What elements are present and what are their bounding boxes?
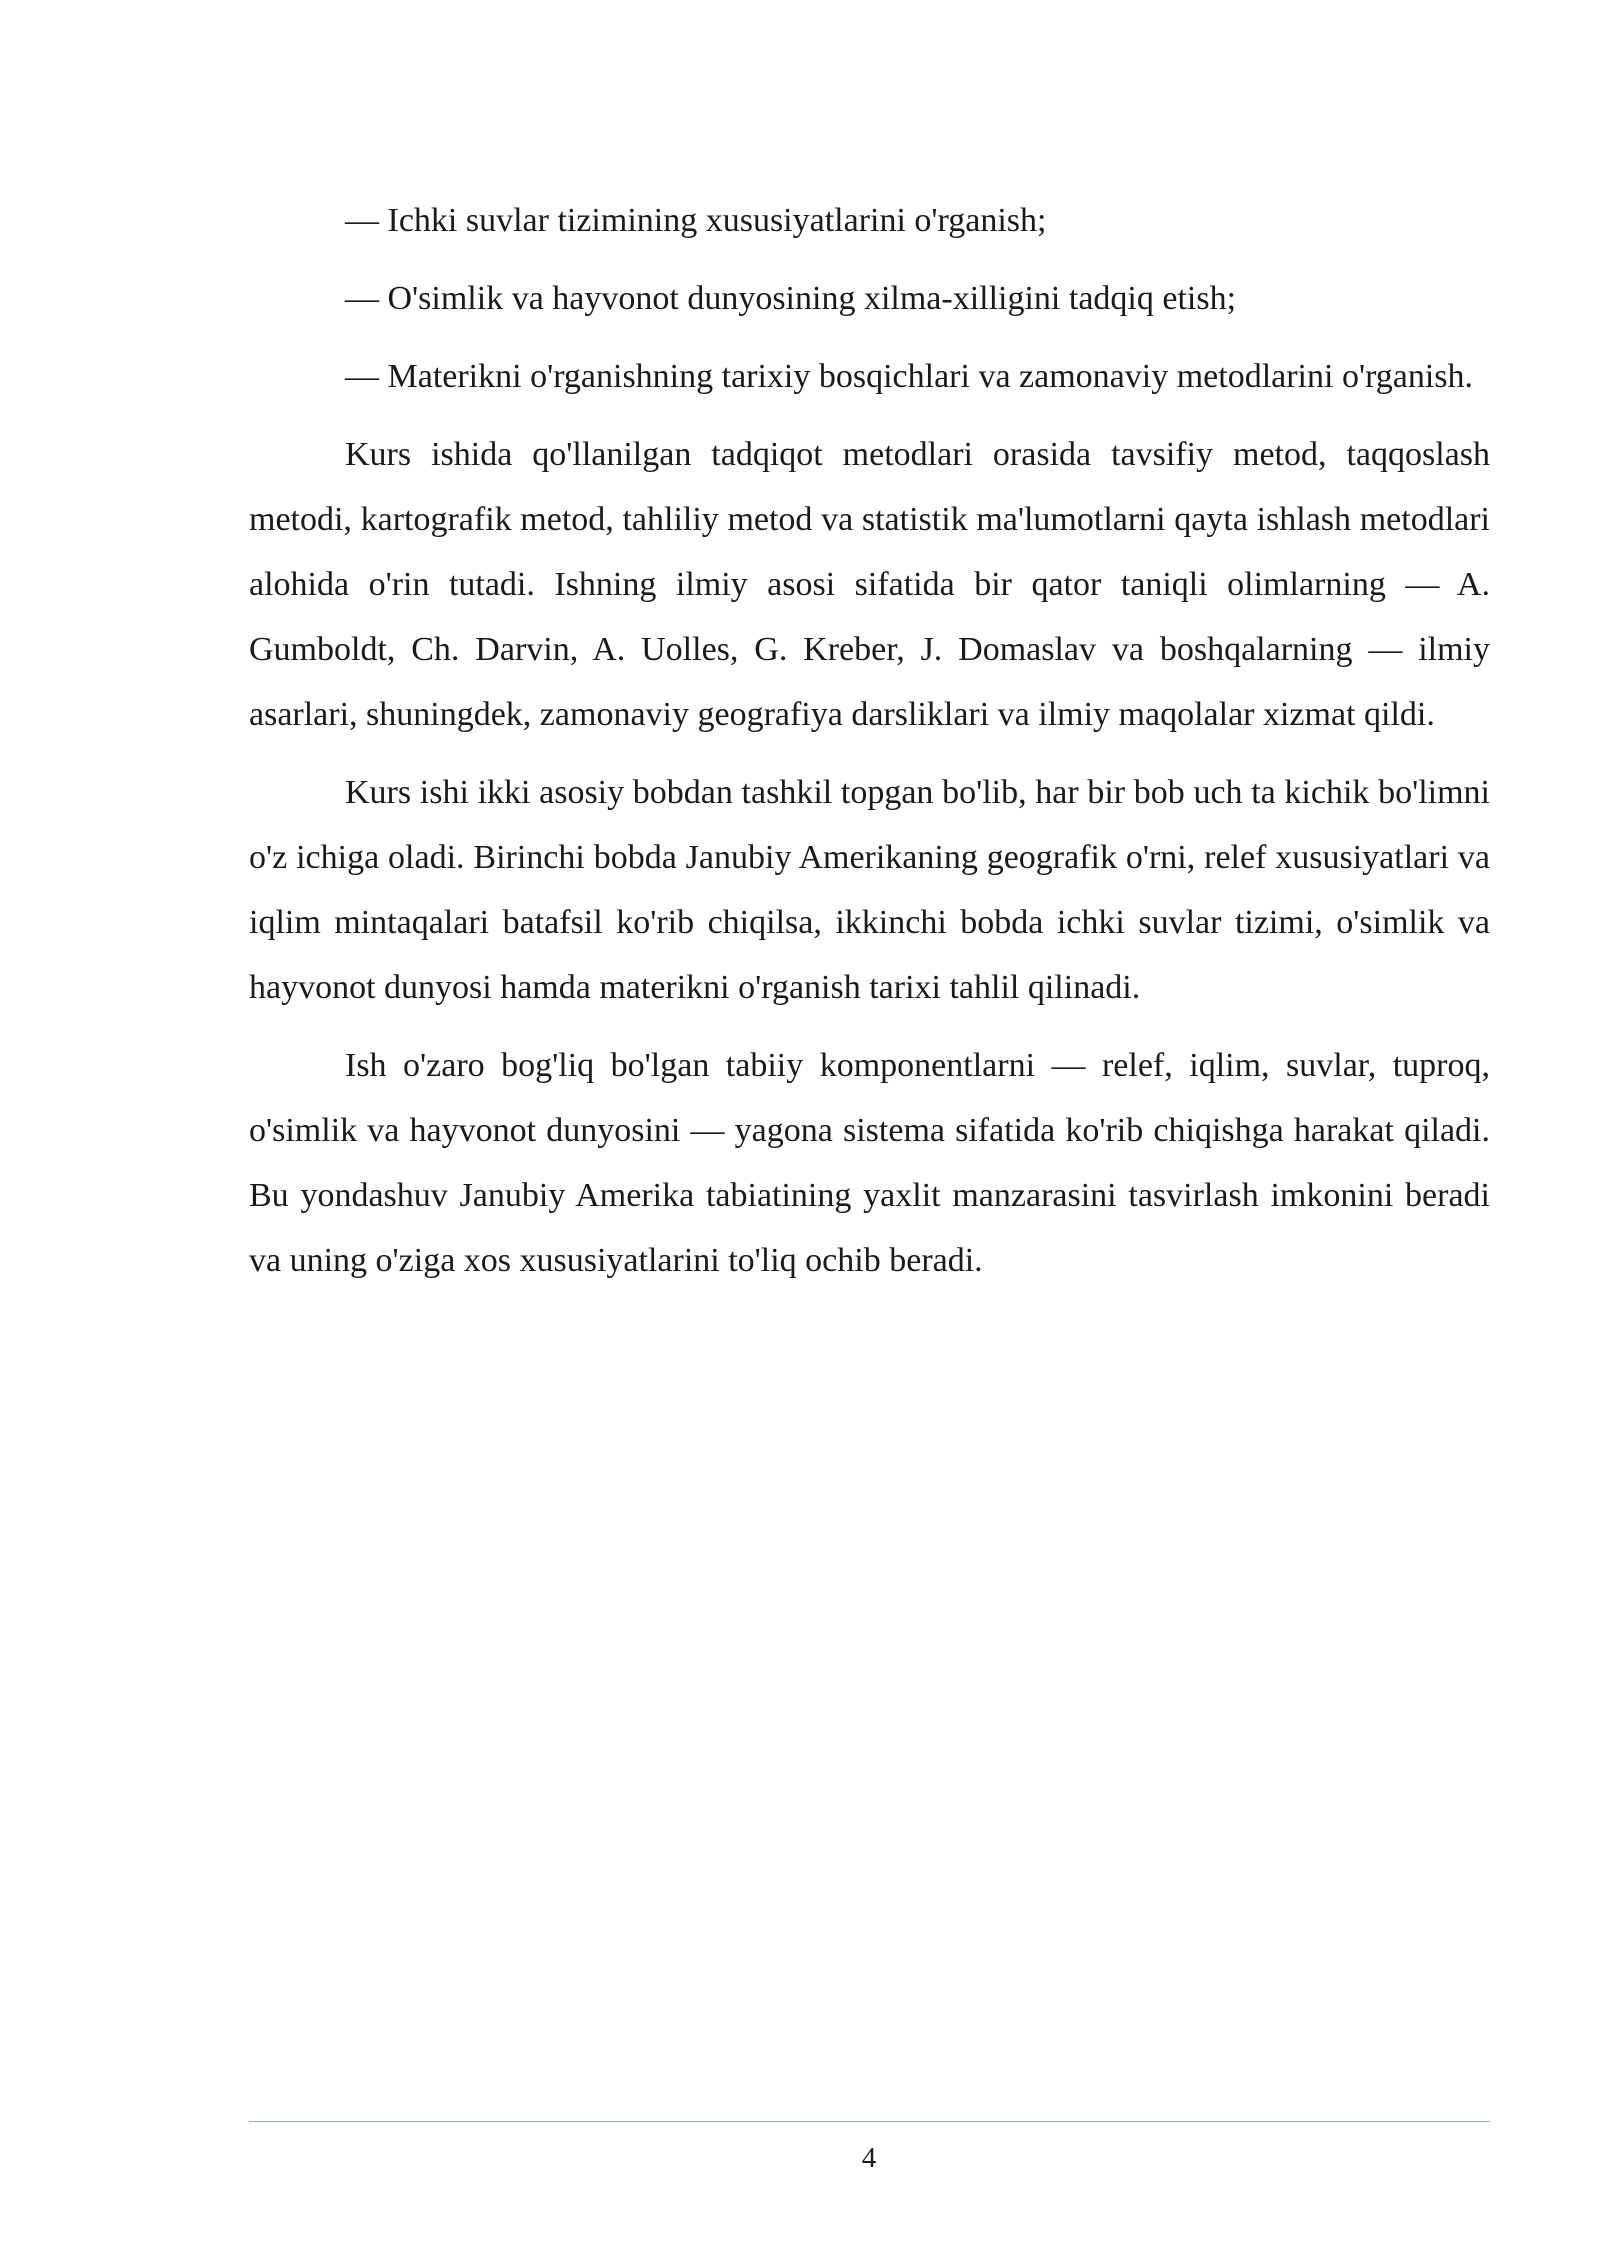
paragraph-methods: Kurs ishida qo'llanilgan tadqiqot metodlari orasida tavsifiy metod, taqqoslash metodi, kartografik metod, tahliliy metod va statistik ma'lumotlarni qayta ishlash metodlari alohida o'rin tutadi. Ishning ilmiy asosi sifatida bir qator taniqli olimlarning — A. Gumboldt, Ch. Darvin, A. Uolles, G. Kreber, J. Domaslav va boshqalarning — ilmiy asarlari, shuningdek, zamonaviy geografiya darsliklari va ilmiy maqolalar xizmat qildi. (249, 436, 1490, 733)
paragraph-structure: Kurs ishi ikki asosiy bobdan tashkil topgan bo'lib, har bir bob uch ta kichik bo'limni o'z ichiga oladi. Birinchi bobda Janubiy Amerikaning geografik o'rni, relef xususiyatlari va iqlim mintaqalari batafsil ko'rib chiqilsa, ikkinchi bobda ichki suvlar tizimi, o'simlik va hayvonot dunyosi hamda materikni o'rganish tarixi tahlil qilinadi. (249, 774, 1490, 1006)
paragraph-approach: Ish o'zaro bog'liq bo'lgan tabiiy komponentlarni — relef, iqlim, suvlar, tuproq, o'simlik va hayvonot dunyosini — yagona sistema sifatida ko'rib chiqishga harakat qiladi. Bu yondashuv Janubiy Amerika tabiatining yaxlit manzarasini tasvirlash imkonini beradi va uning o'ziga xos xususiyatlarini to'liq ochib beradi. (249, 1047, 1490, 1279)
page-number: 4 (861, 2142, 877, 2174)
footer-divider (249, 2121, 1490, 2122)
page-body (249, 188, 1490, 1293)
list-item: — Materikni o'rganishning tarixiy bosqichlari va zamonaviy metodlarini o'rganish. (345, 358, 1474, 395)
list-item: — Ichki suvlar tizimining xususiyatlarini o'rganish; (345, 202, 1047, 239)
list-item: — O'simlik va hayvonot dunyosining xilma-xilligini tadqiq etish; (345, 280, 1237, 317)
